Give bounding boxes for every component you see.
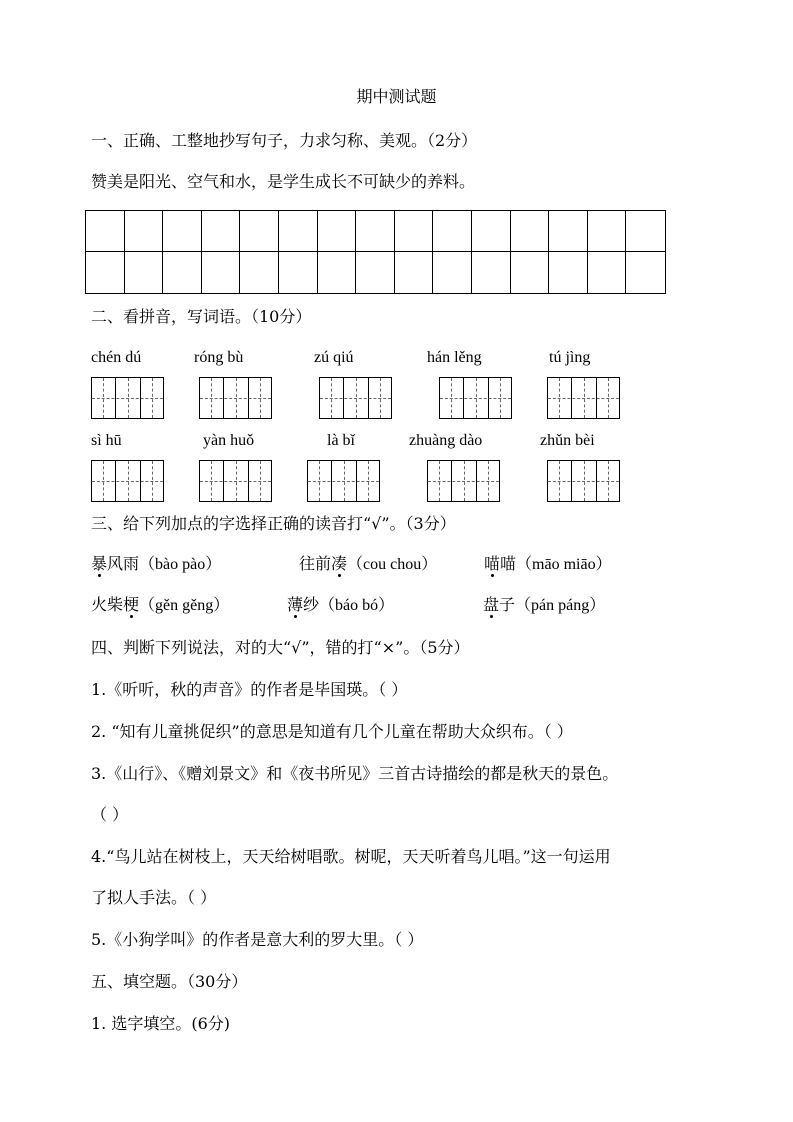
reading-item: 喵喵（māo miāo） (484, 554, 612, 573)
copy-writing-grid[interactable] (85, 210, 666, 294)
grid-cell[interactable] (279, 211, 318, 252)
answer-box[interactable] (199, 460, 272, 502)
pinyin-label: yàn huǒ (203, 432, 255, 449)
reading-options[interactable]: （gěn gěng） (139, 597, 230, 614)
grid-cell[interactable] (511, 211, 550, 252)
judgement-item[interactable]: 5.《小狗学叫》的作者是意大利的罗大里。（ ） (91, 930, 424, 949)
reading-options[interactable]: （bào pào） (139, 556, 222, 573)
section2-heading: 二、看拼音，写词语。（10分） (91, 307, 312, 326)
grid-cell[interactable] (626, 211, 665, 252)
answer-box[interactable] (199, 377, 272, 419)
box-guide-line (92, 481, 163, 482)
pinyin-label: zhuàng dào (409, 432, 483, 449)
judgement-item[interactable]: 4.“鸟儿站在树枝上，天天给树唱歌。树呢，天天听着鸟儿唱。”这一句运用 (91, 847, 611, 866)
grid-cell[interactable] (86, 211, 125, 252)
box-guide-line (428, 481, 499, 482)
dotted-char: 暴 (91, 554, 108, 573)
reading-item: 薄纱（báo bó） (287, 595, 395, 614)
pinyin-label: róng bù (194, 349, 244, 366)
box-guide-line (200, 481, 271, 482)
pinyin-label: sì hū (91, 432, 122, 449)
judgement-item[interactable]: 1.《听听，秋的声音》的作者是毕国瑛。（ ） (91, 680, 408, 699)
box-guide-line (200, 398, 271, 399)
grid-cell[interactable] (163, 252, 202, 293)
judgement-item[interactable]: 了拟人手法。（ ） (91, 888, 217, 907)
reading-options[interactable]: （māo miāo） (516, 556, 612, 573)
section5-sub1: 1. 选字填空。(6分) (91, 1014, 231, 1033)
box-guide-line (548, 481, 619, 482)
pinyin-label: chén dú (91, 349, 142, 366)
grid-cell[interactable] (318, 252, 357, 293)
answer-box[interactable] (547, 460, 620, 502)
grid-cell[interactable] (472, 211, 511, 252)
dotted-char: 盘 (483, 595, 500, 614)
grid-cell[interactable] (395, 211, 434, 252)
dotted-char: 凑 (331, 554, 348, 573)
pinyin-label: zhǔn bèi (540, 432, 595, 449)
reading-options[interactable]: （cou chou） (347, 556, 438, 573)
judgement-item[interactable]: 3.《山行》、《赠刘景文》和《夜书所见》三首古诗描绘的都是秋天的景色。 (91, 764, 619, 783)
grid-cell[interactable] (356, 211, 395, 252)
grid-cell[interactable] (202, 211, 241, 252)
pinyin-label: là bǐ (327, 432, 355, 449)
reading-item: 火柴梗（gěn gěng） (91, 595, 230, 614)
box-guide-line (308, 481, 379, 482)
pinyin-label: tú jìng (549, 349, 591, 366)
grid-cell[interactable] (240, 252, 279, 293)
dotted-char: 薄 (287, 595, 304, 614)
box-guide-line (92, 398, 163, 399)
section3-heading: 三、给下列加点的字选择正确的读音打“√”。（3分） (91, 514, 456, 533)
grid-cell[interactable] (279, 252, 318, 293)
section5-heading: 五、填空题。（30分） (91, 972, 248, 991)
answer-box[interactable] (307, 460, 380, 502)
pinyin-label: hán lěng (427, 349, 482, 366)
answer-box[interactable] (91, 460, 164, 502)
grid-cell[interactable] (125, 211, 164, 252)
box-guide-line (548, 398, 619, 399)
dotted-char: 喵 (484, 554, 501, 573)
grid-cell[interactable] (472, 252, 511, 293)
grid-cell[interactable] (202, 252, 241, 293)
grid-cell[interactable] (356, 252, 395, 293)
reading-item: 暴风雨（bào pào） (91, 554, 222, 573)
reading-item: 往前凑（cou chou） (299, 554, 438, 573)
dotted-char: 梗 (123, 595, 140, 614)
grid-cell[interactable] (549, 252, 588, 293)
grid-cell[interactable] (163, 211, 202, 252)
grid-cell[interactable] (511, 252, 550, 293)
page-title: 期中测试题 (356, 87, 437, 106)
grid-cell[interactable] (240, 211, 279, 252)
pinyin-label: zú qiú (314, 349, 354, 366)
grid-cell[interactable] (86, 252, 125, 293)
answer-box[interactable] (439, 377, 512, 419)
reading-options[interactable]: （pán páng） (515, 597, 606, 614)
reading-item: 盘子（pán páng） (483, 595, 606, 614)
grid-cell[interactable] (588, 211, 627, 252)
box-guide-line (440, 398, 511, 399)
section4-heading: 四、判断下列说法，对的大“√”，错的打“×”。（5分） (91, 638, 470, 657)
answer-box[interactable] (319, 377, 392, 419)
section1-heading: 一、正确、工整地抄写句子，力求匀称、美观。（2分） (91, 131, 478, 150)
answer-box[interactable] (427, 460, 500, 502)
grid-cell[interactable] (549, 211, 588, 252)
grid-cell[interactable] (588, 252, 627, 293)
judgement-item-blank[interactable]: （ ） (91, 805, 129, 824)
grid-cell[interactable] (318, 211, 357, 252)
box-guide-line (320, 398, 391, 399)
answer-box[interactable] (91, 377, 164, 419)
section1-sentence: 赞美是阳光、空气和水，是学生成长不可缺少的养料。 (91, 172, 476, 191)
answer-box[interactable] (547, 377, 620, 419)
grid-cell[interactable] (433, 211, 472, 252)
reading-options[interactable]: （báo bó） (319, 597, 395, 614)
grid-cell[interactable] (125, 252, 164, 293)
grid-cell[interactable] (626, 252, 665, 293)
grid-cell[interactable] (395, 252, 434, 293)
grid-cell[interactable] (433, 252, 472, 293)
judgement-item[interactable]: 2. “知有儿童挑促织”的意思是知道有几个儿童在帮助大众织布。（ ） (91, 722, 573, 741)
